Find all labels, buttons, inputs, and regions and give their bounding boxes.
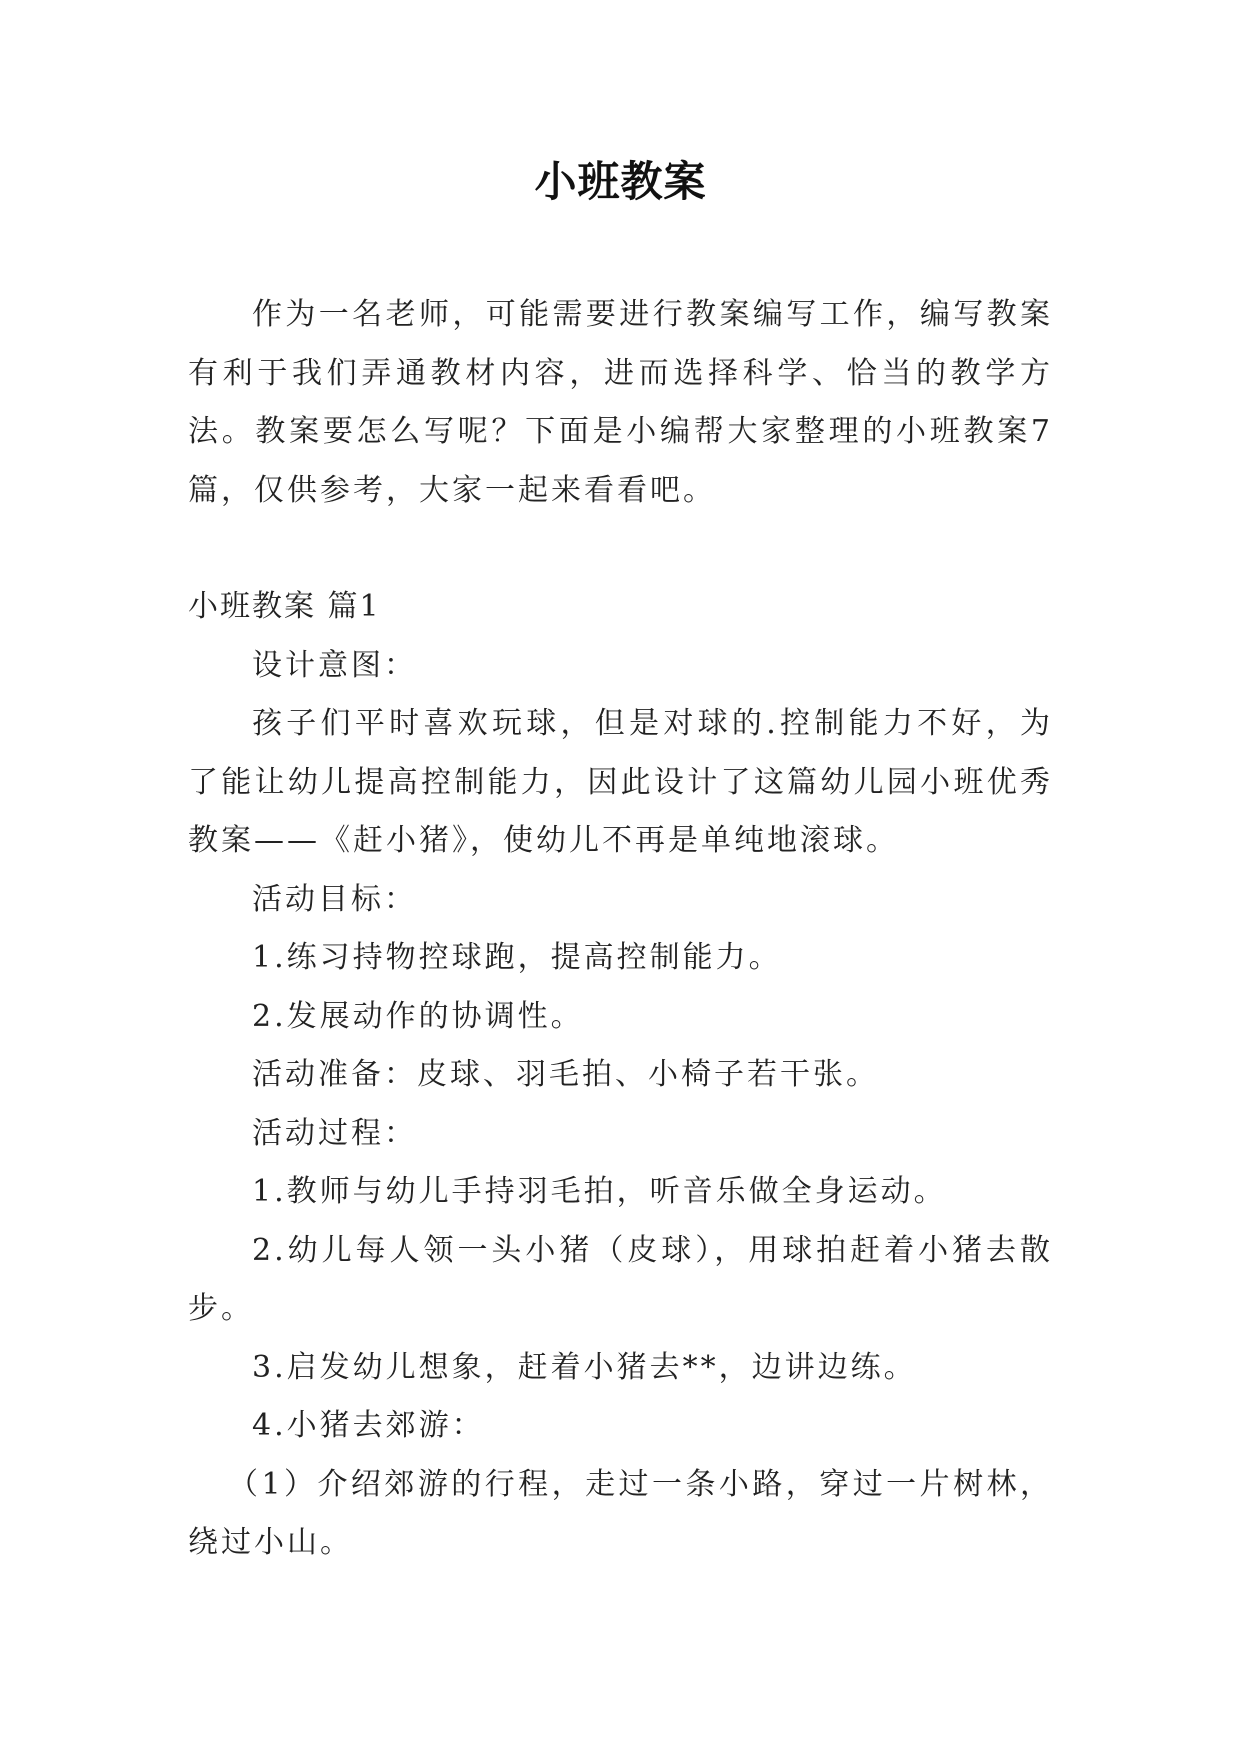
paragraph-goal-2: 2.发展动作的协调性。 (252, 998, 584, 1034)
paragraph-preparation: 活动准备：皮球、羽毛拍、小椅子若干张。 (252, 1057, 879, 1092)
paragraph-step-4-sub-1: （1）介绍郊游的行程，走过一条小路，穿过一片树林，绕过小山。 (188, 1466, 1053, 1560)
paragraph-process-label: 活动过程： (252, 1115, 417, 1151)
paragraph-step-2: 2.幼儿每人领一头小猪（皮球），用球拍赶着小猪去散步。 (188, 1232, 1053, 1326)
paragraph-goals-label: 活动目标： (252, 881, 417, 917)
paragraph-design-intent: 孩子们平时喜欢玩球，但是对球的.控制能力不好，为了能让幼儿提高控制能力，因此设计了这篇幼儿园小班优秀教案——《赶小猪》，使幼儿不再是单纯地滚球。 (188, 706, 1053, 858)
paragraph-design-intent-label: 设计意图： (252, 647, 417, 683)
document-body (188, 286, 1053, 1573)
section-heading: 小班教案 篇1 (188, 589, 381, 624)
paragraph-step-3: 3.启发幼儿想象，赶着小猪去**，边讲边练。 (252, 1349, 917, 1385)
paragraph-step-1: 1.教师与幼儿手持羽毛拍，听音乐做全身运动。 (252, 1174, 947, 1209)
paragraph-goal-1: 1.练习持物控球跑，提高控制能力。 (252, 940, 782, 975)
intro-paragraph: 作为一名老师，可能需要进行教案编写工作，编写教案有利于我们弄通教材内容，进而选择科学、恰当的教学方法。教案要怎么写呢？下面是小编帮大家整理的小班教案7篇，仅供参考，大家一起来看看吧。 (188, 297, 1053, 508)
paragraph-step-4: 4.小猪去郊游： (252, 1408, 485, 1443)
document-title: 小班教案 (534, 157, 707, 206)
